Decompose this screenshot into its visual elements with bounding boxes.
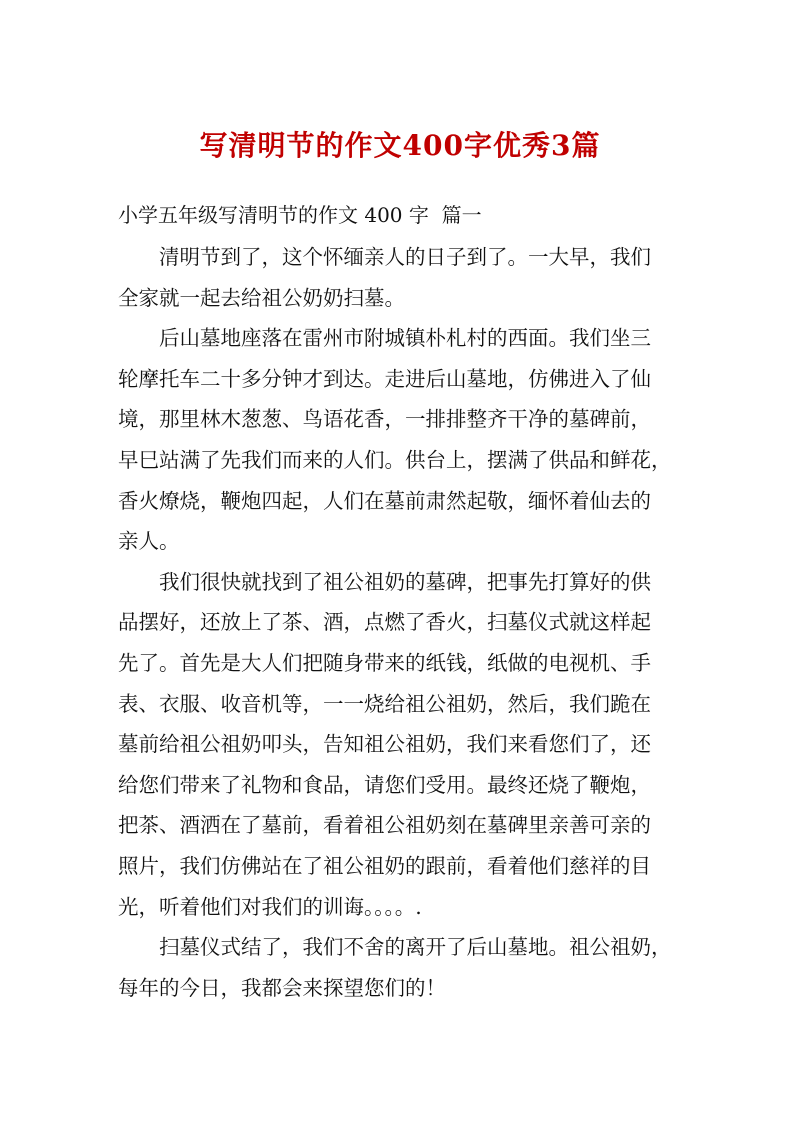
text-line: 后山墓地座落在雷州市附城镇朴札村的西面。我们坐三 xyxy=(118,326,651,351)
document-title: 写清明节的作文400字优秀3篇 xyxy=(199,129,601,162)
text-line: 光，听着他们对我们的训诲。。。。. xyxy=(118,894,422,919)
text-line: 给您们带来了礼物和食品，请您们受用。最终还烧了鞭炮， xyxy=(118,772,651,797)
text-line: 境，那里林木葱葱、鸟语花香，一排排整齐干净的墓碑前， xyxy=(118,407,651,432)
text-line: 每年的今日，我都会来探望您们的！ xyxy=(118,975,446,1000)
text-line: 品摆好，还放上了茶、酒，点燃了香火，扫墓仪式就这样起 xyxy=(118,610,651,635)
text-line: 扫墓仪式结了，我们不舍的离开了后山墓地。祖公祖奶， xyxy=(118,935,672,960)
document-body xyxy=(118,237,688,1008)
text-line: 轮摩托车二十多分钟才到达。走进后山墓地，仿佛进入了仙 xyxy=(118,366,651,391)
text-line: 香火燎烧，鞭炮四起，人们在墓前肃然起敬，缅怀着仙去的 xyxy=(118,488,651,513)
text-line: 表、衣服、收音机等，一一烧给祖公祖奶，然后，我们跪在 xyxy=(118,691,651,716)
text-line: 清明节到了，这个怀缅亲人的日子到了。一大早，我们 xyxy=(118,245,651,269)
text-line: 照片，我们仿佛站在了祖公祖奶的跟前，看着他们慈祥的目 xyxy=(118,853,651,878)
text-line: 把茶、酒洒在了墓前，看着祖公祖奶刻在墓碑里亲善可亲的 xyxy=(118,813,651,838)
text-line: 全家就一起去给祖公奶奶扫墓。 xyxy=(118,285,405,310)
text-line: 先了。首先是大人们把随身带来的纸钱，纸做的电视机、手 xyxy=(118,650,651,675)
text-line: 我们很快就找到了祖公祖奶的墓碑，把事先打算好的供 xyxy=(118,569,651,594)
text-line: 墓前给祖公祖奶叩头，告知祖公祖奶，我们来看您们了，还 xyxy=(118,732,651,757)
section-heading: 小学五年级写清明节的作文 400 字 篇一 xyxy=(118,203,482,227)
text-line: 早巳站满了先我们而来的人们。供台上，摆满了供品和鲜花， xyxy=(118,447,672,472)
text-line: 亲人。 xyxy=(118,529,180,554)
